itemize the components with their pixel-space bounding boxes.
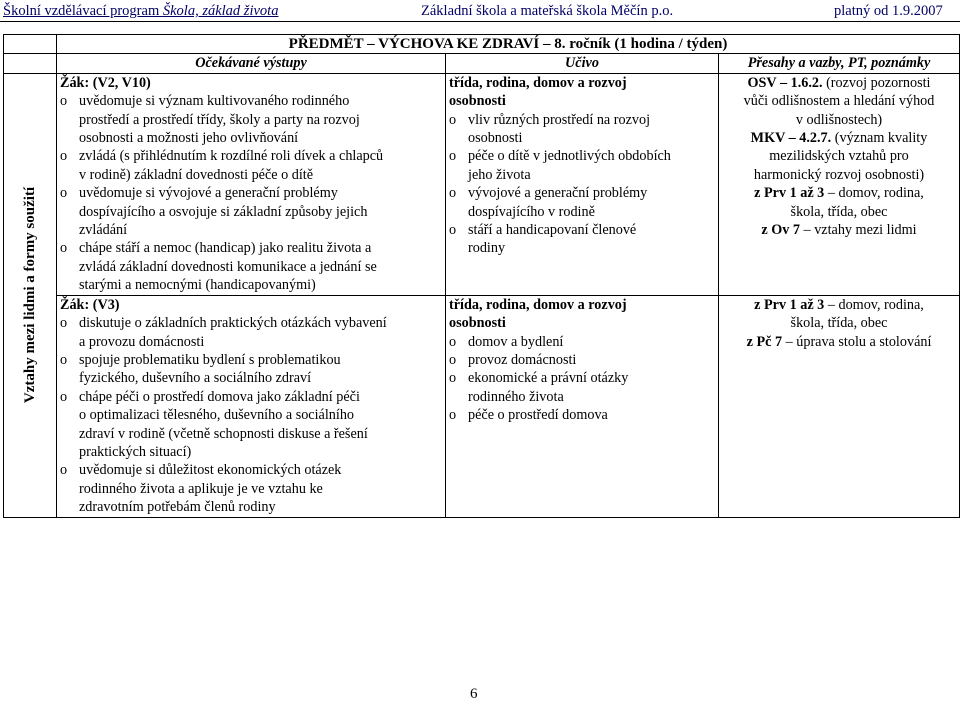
list-item: o vývojové a generační problémy dospívajícího v rodině xyxy=(449,184,715,221)
row-label: Vztahy mezi lidmi a formy soužití xyxy=(21,187,38,404)
cross-line: škola, třída, obec xyxy=(790,203,888,220)
header-prefix: Školní vzdělávací program xyxy=(3,3,163,19)
list-item: o chápe stáří a nemoc (handicap) jako realitu života a zvládá základní dovednosti komunikace a jednání se starými a nemocnými (handicapovanými) xyxy=(60,239,442,294)
list-item: o zvládá (s přihlédnutím k rozdílné roli dívek a chlapců v rodině) základní dovednosti péče o dítě xyxy=(60,147,442,184)
content-heading: třída, rodina, domov a rozvoj osobnosti xyxy=(449,74,627,110)
header-program-name: Škola, základ života xyxy=(162,3,279,19)
list-item: o péče o prostředí domova xyxy=(449,406,715,424)
cross-line: vůči odlišnostem a hledání výhod xyxy=(743,93,935,110)
cross-cell-1 xyxy=(719,73,960,295)
list-item: o uvědomuje si vývojové a generační problémy dospívajícího a osvojuje si základní způsoby jejich zvládání xyxy=(60,184,442,239)
column-header-cross: Přesahy a vazby, PT, poznámky xyxy=(719,54,960,73)
list-item: o péče o dítě v jednotlivých obdobích jeho života xyxy=(449,147,715,184)
content-cell-1 xyxy=(446,73,719,295)
cross-line: škola, třída, obec xyxy=(790,315,888,332)
list-item: o ekonomické a právní otázky rodinného života xyxy=(449,369,715,406)
list-item: o stáří a handicapovaní členové rodiny xyxy=(449,221,715,258)
column-header-outputs: Očekávané výstupy xyxy=(57,54,446,73)
content-heading: třída, rodina, domov a rozvoj osobnosti xyxy=(449,296,627,332)
list-item: o uvědomuje si důležitost ekonomických otázek rodinného života a aplikuje je ve vztahu ke zdravotním potřebám členů rodiny xyxy=(60,461,442,516)
list-item: o diskutuje o základních praktických otázkách vybavení a provozu domácnosti xyxy=(60,314,442,351)
column-header-content: Učivo xyxy=(446,54,719,73)
cross-line: z Pč 7 – úprava stolu a stolování xyxy=(746,333,932,350)
header-program xyxy=(3,3,278,20)
list-item: o spojuje problematiku bydlení s problematikou fyzického, duševního a sociálního zdraví xyxy=(60,351,442,388)
row-label-cell xyxy=(4,73,57,517)
header-school: Základní škola a mateřská škola Měčín p.o. xyxy=(421,3,674,19)
page-number: 6 xyxy=(470,686,478,702)
table-title: PŘEDMĚT – VÝCHOVA KE ZDRAVÍ – 8. ročník (1 hodina / týden) xyxy=(57,35,960,54)
outputs-list xyxy=(60,314,442,516)
cross-line: harmonický rozvoj osobnosti) xyxy=(753,166,925,183)
content-list xyxy=(449,111,715,258)
cross-line: MKV – 4.2.7. (význam kvality xyxy=(750,130,928,147)
list-item: o domov a bydlení xyxy=(449,333,715,351)
page-header xyxy=(0,0,960,22)
outputs-list xyxy=(60,92,442,294)
content-list xyxy=(449,333,715,425)
outputs-cell-1 xyxy=(57,73,446,295)
list-item: o chápe péči o prostředí domova jako základní péči o optimalizaci tělesného, duševního a sociálního zdraví v rodině (včetně schopnosti diskuse a řešení praktických situací) xyxy=(60,388,442,462)
content-cell-2 xyxy=(446,295,719,517)
cross-line: z Ov 7 – vztahy mezi lidmi xyxy=(761,222,917,239)
list-item: o uvědomuje si význam kultivovaného rodinného prostředí a prostředí třídy, školy a party na rozvoj osobnosti a možnosti jeho ovlivňování xyxy=(60,92,442,147)
cross-line: OSV – 1.6.2. (rozvoj pozornosti xyxy=(747,74,931,91)
curriculum-table xyxy=(3,34,960,518)
outputs-heading: Žák: (V2, V10) xyxy=(60,74,151,91)
cross-line: z Prv 1 až 3 – domov, rodina, xyxy=(754,296,924,313)
cross-line: v odlišnostech) xyxy=(795,111,883,128)
cross-line: z Prv 1 až 3 – domov, rodina, xyxy=(754,185,924,202)
outputs-heading: Žák: (V3) xyxy=(60,296,120,313)
list-item: o vliv různých prostředí na rozvoj osobnosti xyxy=(449,111,715,148)
cross-line: mezilidských vztahů pro xyxy=(769,148,909,165)
cross-cell-2 xyxy=(719,295,960,517)
header-rule xyxy=(0,21,960,22)
list-item: o provoz domácnosti xyxy=(449,351,715,369)
header-validity: platný od 1.9.2007 xyxy=(834,3,943,19)
outputs-cell-2 xyxy=(57,295,446,517)
